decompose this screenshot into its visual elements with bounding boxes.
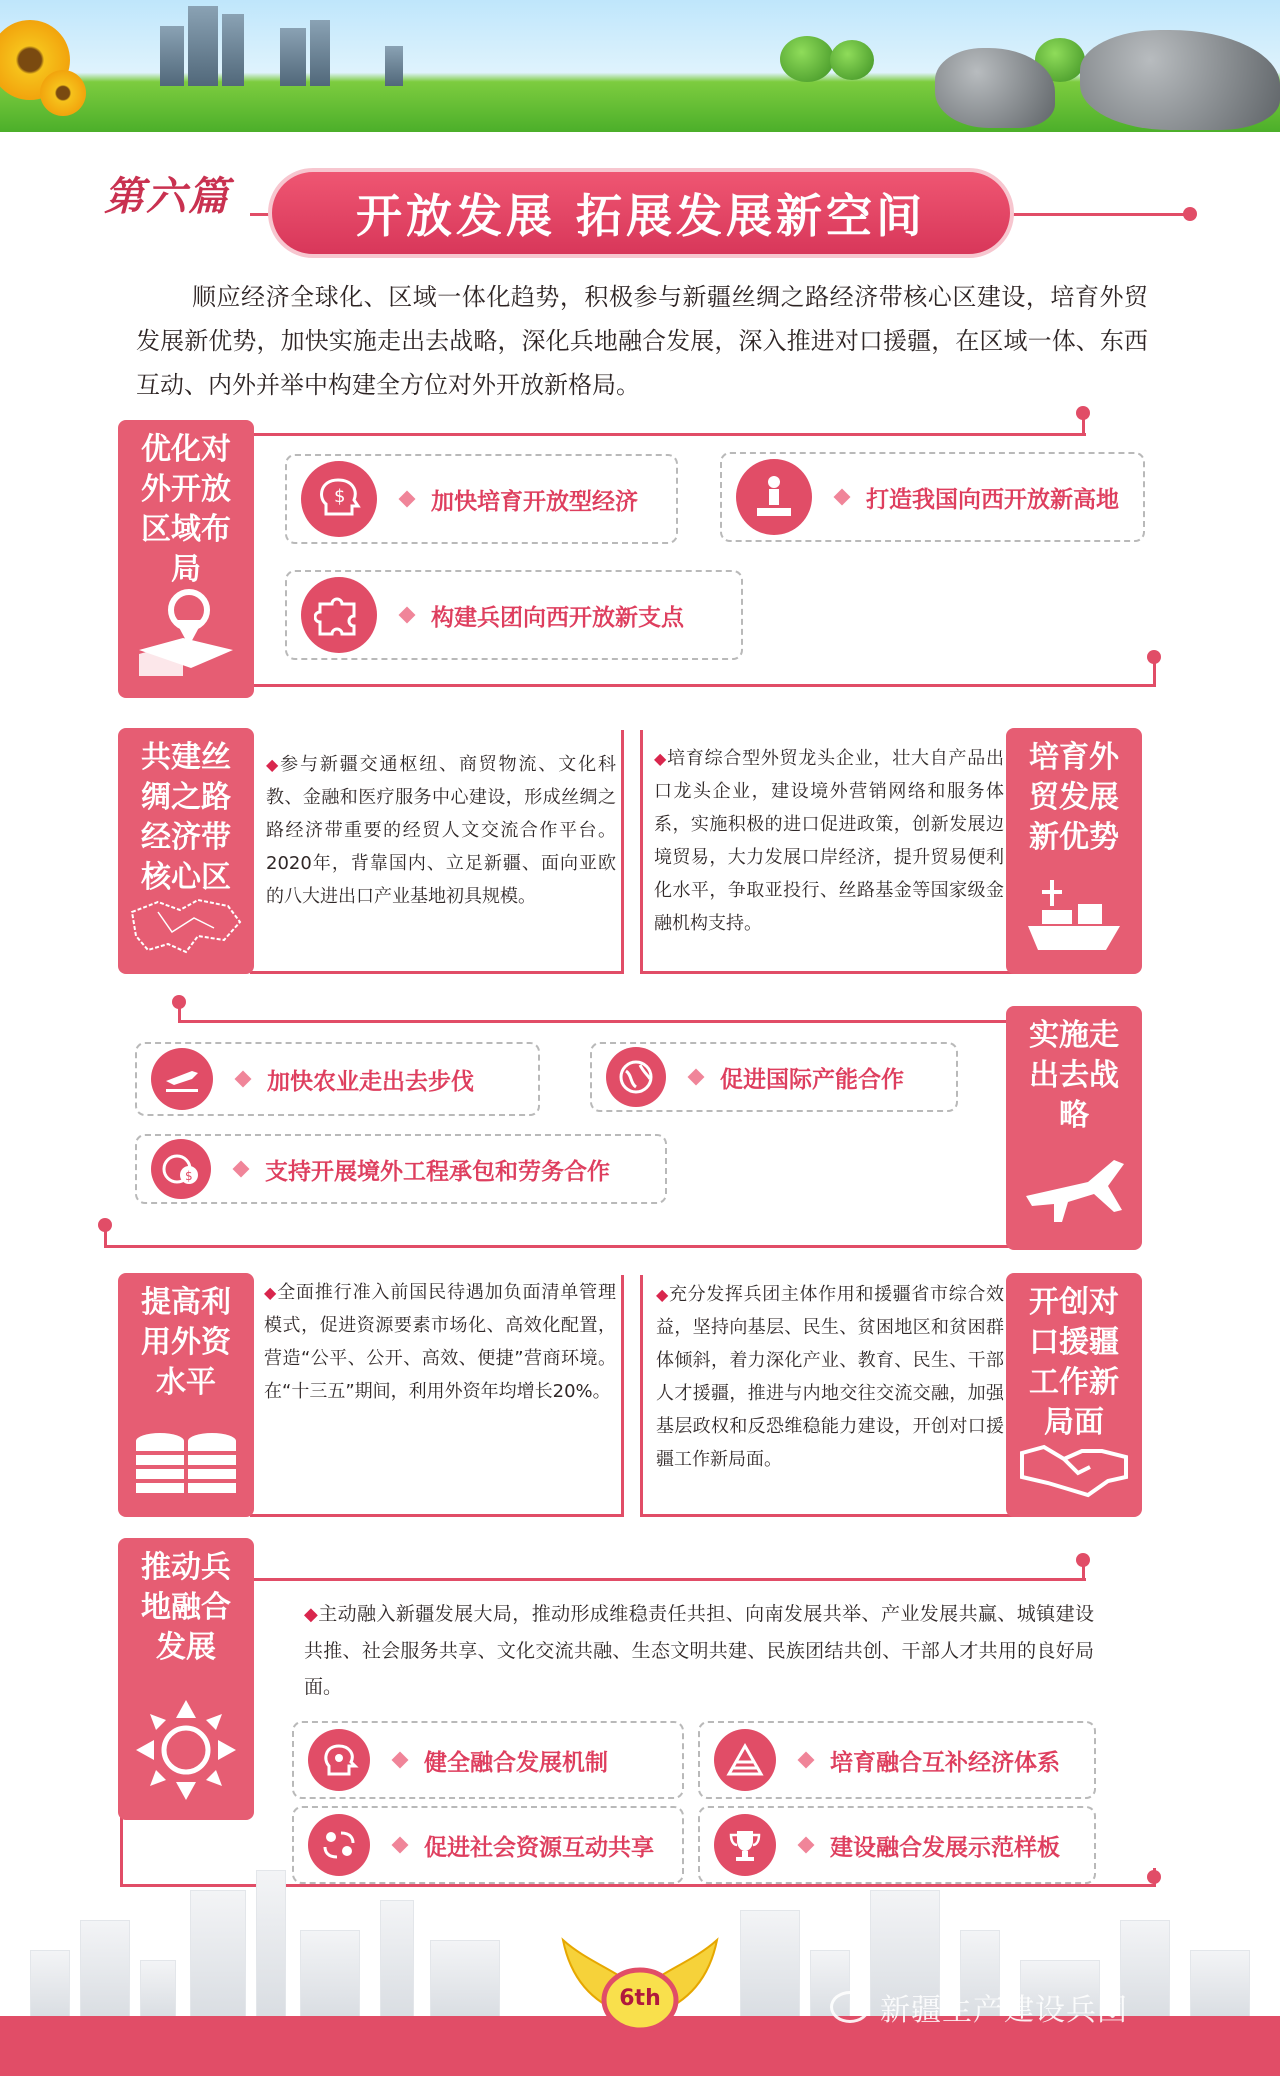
s1-item-new-pivot[interactable]: [285, 570, 743, 660]
section2-panel: [118, 728, 254, 974]
head-dollar-icon: [301, 461, 377, 537]
badge-label: 6th: [619, 1986, 661, 2011]
section1-panel: [118, 420, 254, 698]
s4-bottom-dot: [98, 1218, 112, 1232]
s7-top-line: [250, 1578, 1086, 1581]
s7-item-label: 建设融合发展示范样板: [830, 1834, 1060, 1861]
s7-item-label: 健全融合发展机制: [424, 1749, 608, 1776]
section7-text: ◆主动融入新疆发展大局，推动形成维稳责任共担、向南发展共举、产业发展共赢、城镇建设共推、社会服务共享、文化交流共融、生态文明共建、民族团结共创、干部人才共用的良好局面。: [304, 1603, 1094, 1698]
s4-item-capacity[interactable]: [590, 1042, 958, 1112]
airplane-icon: [1018, 1152, 1130, 1236]
svg-text:$: $: [334, 486, 346, 507]
handshake-icon: [1018, 1437, 1130, 1503]
page-title: 开放发展 拓展发展新空间: [268, 168, 1014, 258]
section5-panel: [118, 1273, 254, 1517]
section1-title: 优化对外开放区域布局: [141, 432, 231, 587]
s4-item-label: 支持开展境外工程承包和劳务合作: [265, 1158, 610, 1185]
map-pin-icon: [131, 588, 241, 684]
s4-top-line: [178, 1020, 1012, 1023]
chapter-label: 第六篇: [104, 173, 230, 220]
section3-text: ◆培育综合型外贸龙头企业，壮大自产品出口龙头企业，建设境外营销网络和服务体系，实施积极的进口促进政策，创新发展边境贸易，大力发展口岸经济，提升贸易便利化水平，争取亚投行、丝路基金等国家级金融机构支持。: [654, 748, 1005, 934]
section7-title: 推动兵地融合发展: [141, 1550, 231, 1665]
s7-item-mechanism[interactable]: [292, 1721, 684, 1799]
section3-title: 培育外贸发展新优势: [1029, 740, 1119, 855]
title-rule-dot: [1183, 207, 1197, 221]
section2-title: 共建丝绸之路经济带核心区: [141, 740, 231, 895]
puzzle-icon: [301, 577, 377, 653]
s1-top-line: [250, 433, 1086, 436]
section5-text: ◆全面推行准入前国民待遇加负面清单管理模式，促进资源要素市场化、高效化配置，营造“公平、公开、高效、便捷”营商环境。在“十三五”期间，利用外资年均增长20%。: [264, 1282, 617, 1402]
globe-arrows-icon: [134, 1698, 238, 1806]
pyramid-icon: [714, 1729, 776, 1791]
podium-person-icon: [736, 459, 812, 535]
section3-panel: [1006, 728, 1142, 974]
intro-paragraph: 顺应经济全球化、区域一体化趋势，积极参与新疆丝绸之路经济带核心区建设，培育外贸发展新优势，加快实施走出去战略，深化兵地融合发展，深入推进对口援疆，在区域一体、东西互动、内外并举中构建全方位对外开放新格局。: [136, 283, 1148, 399]
s7-top-dot: [1076, 1553, 1090, 1567]
cargo-ship-icon: [1022, 876, 1126, 960]
s1-item-label: 构建兵团向西开放新支点: [431, 604, 684, 631]
section5-title: 提高利用外资水平: [141, 1285, 231, 1400]
s7-item-label: 培育融合互补经济体系: [830, 1749, 1060, 1776]
s1-item-label: 加快培育开放型经济: [431, 488, 638, 515]
sixth-badge: [555, 1930, 725, 2050]
s4-item-label: 加快农业走出去步伐: [267, 1068, 474, 1095]
section6-title: 开创对口援疆工作新局面: [1029, 1285, 1119, 1440]
s1-top-dot: [1076, 406, 1090, 420]
section2-text: ◆参与新疆交通枢纽、商贸物流、文化科教、金融和医疗服务中心建设，形成丝绸之路经济带重要的经贸人文交流合作平台。2020年，背靠国内、立足新疆、面向亚欧的八大进出口产业基地初具规模。: [266, 754, 616, 907]
s4-item-label: 促进国际产能合作: [720, 1066, 904, 1093]
section6-panel: [1006, 1273, 1142, 1517]
globe-dollar-icon: [151, 1139, 211, 1199]
watermark: 新疆生产建设兵团: [830, 1985, 1128, 2029]
head-gears-icon: [308, 1729, 370, 1791]
header-banner: [0, 0, 1280, 132]
section7-panel: [118, 1538, 254, 1820]
section4-panel: [1006, 1006, 1142, 1250]
globe-icon: [606, 1047, 666, 1107]
s1-item-label: 打造我国向西开放新高地: [866, 486, 1119, 513]
s1-item-open-economy[interactable]: [285, 454, 678, 544]
s1-bottom-dot: [1147, 650, 1161, 664]
world-map-icon: [128, 892, 244, 964]
coin-stack-icon: [132, 1427, 240, 1503]
s7-item-label: 促进社会资源互动共享: [424, 1834, 654, 1861]
plane-takeoff-icon: [151, 1048, 213, 1110]
wechat-icon: [830, 1991, 870, 2023]
s1-item-west-highland[interactable]: [720, 452, 1145, 542]
s1-bottom-line: [250, 684, 1156, 687]
section6-text: ◆充分发挥兵团主体作用和援疆省市综合效益，坚持向基层、民生、贫困地区和贫困群体倾斜，着力深化产业、教育、民生、干部人才援疆，推进与内地交往交流交融，加强基层政权和反恐维稳能力建设，开创对口援疆工作新局面。: [656, 1284, 1005, 1470]
s7-item-economy-system[interactable]: [698, 1721, 1096, 1799]
svg-text:$: $: [185, 1169, 193, 1183]
s4-bottom-line: [104, 1245, 1016, 1248]
s4-item-contracting[interactable]: [135, 1134, 667, 1204]
s4-item-agri-go-out[interactable]: [135, 1042, 540, 1116]
section4-title: 实施走出去战略: [1029, 1018, 1119, 1133]
